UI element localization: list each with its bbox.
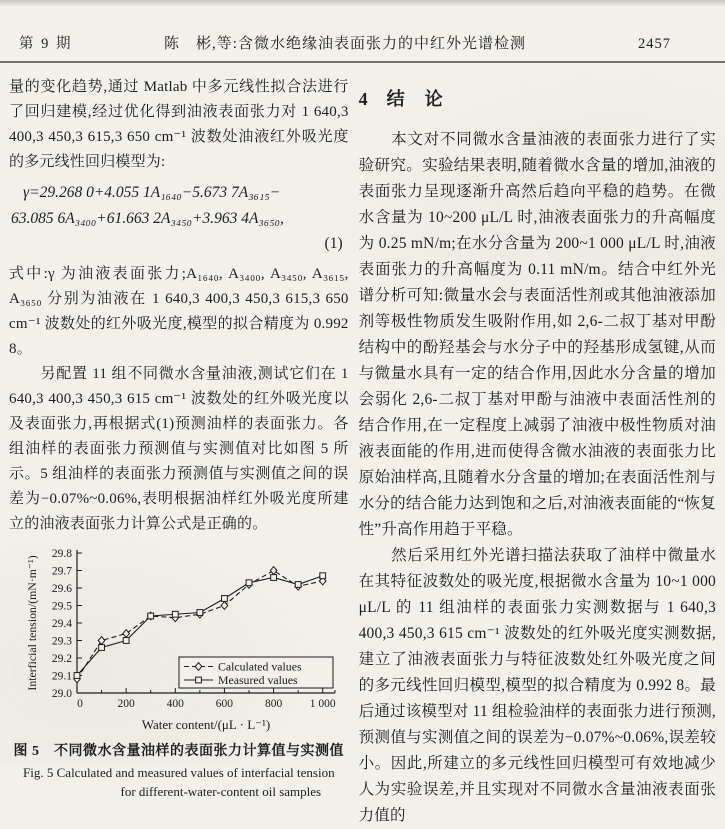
header-rule <box>0 61 725 63</box>
section-title: 结 论 <box>386 89 444 109</box>
equation-line-1: γ=29.268 0+4.055 1A₁₆₄₀−5.673 7A₃₆₁₅− <box>23 184 281 201</box>
equation-1 <box>9 180 349 256</box>
svg-text:Interficial tension/(mN·m⁻¹): Interficial tension/(mN·m⁻¹) <box>25 555 39 691</box>
svg-text:29.8: 29.8 <box>51 547 72 560</box>
svg-text:29.6: 29.6 <box>51 582 72 595</box>
journal-issue: 第 9 期 <box>19 36 73 52</box>
paragraph-left-2: 式中:γ 为油液表面张力;A₁₆₄₀, A₃₄₀₀, A₃₄₅₀, A₃₆₁₅, A₃₆₅₀ 分别为油液在 1 640,3 400,3 450,3 615,3 650 cm⁻¹ 波数处的红外吸光度,模型的拟合精度为 0.992 8。 <box>9 266 349 357</box>
figure-caption-en: Fig. 5 Calculated and measured values of interfacial tension <box>23 765 335 780</box>
paragraph-right-1: 本文对不同微水含量油液的表面张力进行了实验研究。实验结果表明,随着微水含量的增加,油液的表面张力呈现逐渐升高然后趋向平稳的趋势。在微水含量为 10~200 μL/L 时,油液表面张力的升高幅度为 0.25 mN/m;在水分含量为 200~1 000 μL/L 时,油液表面张力的升高幅度为 0.11 mN/m。结合中红外光谱分析可知:微量水会与表面活性剂或其他油液添加剂等极性物质发生吸附作用,如 2,6-二叔丁基对甲酚结构中的酚羟基会与水分子中的羟基形成氢键,从而与微量水具有一定的结合作用,因此水分含量的增加会弱化 2,6-二叔丁基对甲酚与油液中表面活性剂的结合作用,在一定程度上减弱了油液中极性物质对油液表面能的作用,进而使得含微水油液的表面张力比原始油样高,且随着水分含量的增加;在表面活性剂与水分的结合能力达到饱和之后,对油液表面能的“恢复性”升高作用趋于平稳。 <box>358 131 716 538</box>
paragraph-right-2: 然后采用红外光谱扫描法获取了油样中微量水在其特征波数处的吸光度,根据微水含量为 10~1 000 μL/L 的 11 组油样的表面张力实测数据与 1 640,3 400,3 450,3 615 cm⁻¹ 波数处的红外吸光度实测数据,建立了油液表面张力与特征波数处红外吸光度之间的多元线性回归模型,模型的拟合精度为 0.992 8。最后通过该模型对 11 组检验油样的表面张力进行预测,预测值与实测值之间的误差为−0.07%~0.06%,误差较小。因此,所建立的多元线性回归模型可有效地减少人为实验误差,并且实现对不同微水含量油液表面张力值的 <box>358 547 716 824</box>
figure5-chart <box>23 543 347 735</box>
svg-text:29.2: 29.2 <box>51 652 72 665</box>
svg-text:0: 0 <box>77 698 83 710</box>
svg-text:29.3: 29.3 <box>51 635 72 648</box>
figure-5 <box>9 543 349 800</box>
equation-line-2: 63.085 6A₃₄₀₀+61.663 2A₃₄₅₀+3.963 4A₃₆₅₀, <box>11 210 284 227</box>
svg-text:200: 200 <box>117 698 135 710</box>
two-column-body <box>9 75 716 829</box>
paragraph-left-1: 量的变化趋势,通过 Matlab 中多元线性拟合法进行了回归建模,经过优化得到油液表面张力对 1 640,3 400,3 450,3 615,3 650 cm⁻¹ 波数处油液红外吸光度的多元线性回归模型为: <box>9 79 349 170</box>
svg-text:29.5: 29.5 <box>51 600 72 613</box>
figure-caption-zh: 图 5 不同微水含量油样的表面张力计算值与实测值 <box>13 744 345 759</box>
equation-number: (1) <box>324 235 343 252</box>
page-header <box>9 0 716 53</box>
right-column <box>359 75 716 829</box>
left-column <box>9 75 349 829</box>
paragraph-left-3: 另配置 11 组不同微水含量油液,测试它们在 1 640,3 400,3 450,3 615 cm⁻¹ 波数处的红外吸光度以及表面张力,再根据式(1)预测油样的表面张力。各组油样的表面张力预测值与实测值对比如图 5 所示。5 组油样的表面张力预测值与实测值之间的误差为−0.07%~0.06%,表明根据油样红外吸光度所建立的油液表面张力计算公式是正确的。 <box>9 366 349 532</box>
figure-caption-en-cont: for different-water-content oil samples <box>120 784 322 799</box>
svg-text:400: 400 <box>166 698 184 710</box>
figure-5-caption <box>9 740 349 800</box>
section-heading-conclusion <box>359 85 716 111</box>
svg-text:29.0: 29.0 <box>51 687 72 700</box>
svg-text:29.7: 29.7 <box>51 565 72 578</box>
svg-text:1 000: 1 000 <box>309 698 336 710</box>
svg-text:800: 800 <box>264 698 283 710</box>
svg-text:Measured values: Measured values <box>218 673 298 687</box>
svg-text:Calculated values: Calculated values <box>218 659 302 674</box>
svg-text:29.4: 29.4 <box>51 617 72 630</box>
svg-text:600: 600 <box>215 698 234 710</box>
svg-text:Water content/(μL · L⁻¹): Water content/(μL · L⁻¹) <box>141 717 271 732</box>
section-number: 4 <box>358 89 369 109</box>
running-title: 陈 彬,等:含微水绝缘油表面张力的中红外光谱检测 <box>164 36 526 52</box>
page-number: 2457 <box>638 36 671 52</box>
svg-text:29.1: 29.1 <box>51 670 72 683</box>
